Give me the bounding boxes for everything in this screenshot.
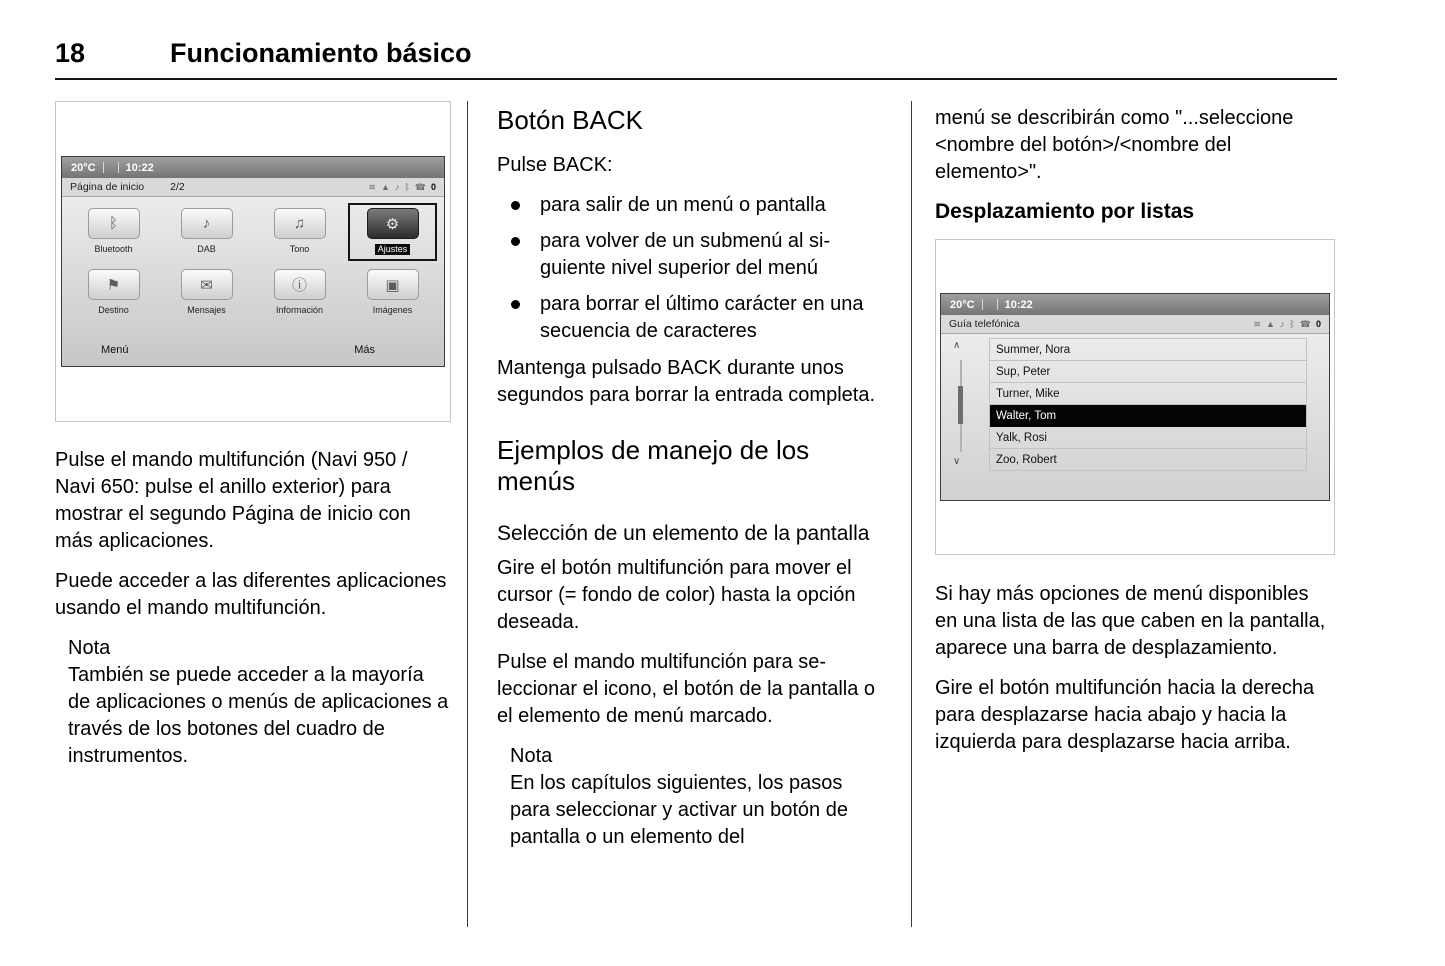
note-title: Nota xyxy=(510,745,553,767)
destination-icon: ⚑ xyxy=(88,269,140,300)
dab-icon: ♪ xyxy=(181,208,233,239)
info-icon: ⓘ xyxy=(274,269,326,300)
paragraph: Puede acceder a las diferentes aplicaciones usando el mando multifunción. xyxy=(55,570,447,619)
settings-icon: ⚙ xyxy=(367,208,419,239)
note-body: También se puede acceder a la mayoría de aplicaciones o menús de aplicaciones a través de los botones del cuadro de instrumentos. xyxy=(68,664,449,767)
app-label: Imágenes xyxy=(372,305,413,315)
subsection-heading-list-scrolling: Desplazamiento por listas xyxy=(935,200,1195,223)
count-badge: 0 xyxy=(430,182,436,192)
app-grid xyxy=(71,205,435,320)
app-tile-mensajes xyxy=(164,266,249,320)
mute-icon: ♪ xyxy=(1279,319,1285,329)
home-screen-figure xyxy=(55,101,451,422)
divider-tick xyxy=(118,162,119,173)
app-label: DAB xyxy=(197,244,216,254)
screen-title: Página de inicio xyxy=(70,181,145,193)
bullet-list xyxy=(497,192,887,345)
screen-title: Guía telefónica xyxy=(949,318,1020,330)
softkey-bar xyxy=(71,340,435,366)
tone-icon: ♫ xyxy=(274,208,326,239)
temperature: 20°C xyxy=(71,161,96,174)
app-tile-imagenes xyxy=(350,266,435,320)
app-label: Tono xyxy=(289,244,310,254)
list-item: Sup, Peter xyxy=(990,361,1306,383)
status-icons xyxy=(1253,319,1321,330)
wifi-icon: ≋ xyxy=(1253,318,1261,329)
list-item: Zoo, Robert xyxy=(990,449,1306,471)
subsection-heading-selection: Selección de un elemento de la pantalla xyxy=(497,522,870,545)
traffic-icon: ▲ xyxy=(1265,319,1275,329)
wifi-icon: ≋ xyxy=(368,181,376,192)
note-block xyxy=(68,635,451,770)
app-tile-dab xyxy=(164,205,249,259)
paragraph: Si hay más opciones de menú disponibles en una lista de las que caben en la pantalla, aparece una barra de desplazamiento. xyxy=(935,583,1326,659)
note-body: En los capítulos siguientes, los pasos para seleccionar y activar un botón de pantalla o un elemento del xyxy=(510,772,848,848)
clock: 10:22 xyxy=(125,161,154,174)
section-heading-menu-examples: Ejemplos de manejo de los menús xyxy=(497,435,810,496)
bluetooth-status-icon: ᛒ xyxy=(1289,319,1295,329)
list-item: Summer, Nora xyxy=(990,339,1306,361)
phonebook-screen-image xyxy=(940,293,1330,501)
app-tile-destino xyxy=(71,266,156,320)
column-1 xyxy=(55,101,467,783)
paragraph: menú se describirán como "...seleccione <nombre del botón>/<nombre del elemento>". xyxy=(935,107,1294,183)
content-columns xyxy=(55,101,1445,927)
status-icons xyxy=(368,182,436,193)
scroll-down-icon: ∨ xyxy=(953,456,961,467)
paragraph: Gire el botón multifunción para mover el cursor (= fondo de color) hasta la opción deseada. xyxy=(497,557,856,633)
scroll-up-icon: ∧ xyxy=(953,340,961,351)
mute-icon: ♪ xyxy=(394,182,400,192)
screen-title-bar xyxy=(941,315,1329,334)
page-indicator: 2/2 xyxy=(170,181,185,193)
list-item: Turner, Mike xyxy=(990,383,1306,405)
phonebook-figure xyxy=(935,239,1335,555)
column-3 xyxy=(912,101,1336,769)
header-rule xyxy=(55,78,1337,80)
phone-icon: ☎ xyxy=(1299,318,1311,329)
divider-tick xyxy=(103,162,104,173)
app-label: Información xyxy=(275,305,324,315)
clock: 10:22 xyxy=(1004,298,1033,311)
images-icon: ▣ xyxy=(367,269,419,300)
app-label: Ajustes xyxy=(375,244,411,255)
app-tile-ajustes-selected xyxy=(350,205,435,259)
home-screen-image xyxy=(61,156,445,367)
divider-tick xyxy=(982,299,983,310)
app-label: Destino xyxy=(98,305,129,315)
app-tile-informacion xyxy=(257,266,342,320)
contact-list xyxy=(989,338,1307,471)
screen-title-bar xyxy=(62,178,444,197)
paragraph: Gire el botón multifunción hacia la derecha para desplazarse hacia abajo y hacia la izquierda para desplazarse hacia arriba. xyxy=(935,677,1315,753)
list-item-selected: Walter, Tom xyxy=(990,405,1306,427)
column-2 xyxy=(468,101,911,864)
scrollbar xyxy=(941,338,989,500)
paragraph: Pulse BACK: xyxy=(497,154,613,176)
softkey-menu: Menú xyxy=(101,344,129,356)
bullet-item: para salir de un menú o pantalla xyxy=(497,192,887,219)
status-bar xyxy=(62,157,444,178)
temperature: 20°C xyxy=(950,298,975,311)
traffic-icon: ▲ xyxy=(380,182,390,192)
bluetooth-status-icon: ᛒ xyxy=(404,182,410,192)
paragraph: Pulse el mando multifunción (Navi 950 / Navi 650: pulse el anillo exterior) para mostrar el segundo Página de inicio con más aplicaciones. xyxy=(55,449,411,552)
app-label: Mensajes xyxy=(187,305,226,315)
note-block xyxy=(510,743,887,851)
bullet-item: para borrar el último carácter en una secuencia de caracteres xyxy=(497,291,887,345)
chapter-title: Funcionamiento básico xyxy=(170,38,472,68)
phone-icon: ☎ xyxy=(414,181,426,192)
divider-tick xyxy=(997,299,998,310)
scrollbar-thumb xyxy=(958,386,963,424)
running-header xyxy=(0,0,1445,69)
bluetooth-icon: ᛒ xyxy=(88,208,140,239)
note-title: Nota xyxy=(68,637,111,659)
app-tile-tono xyxy=(257,205,342,259)
bullet-item: para volver de un submenú al siguiente nivel superior del menú xyxy=(497,228,887,282)
status-bar xyxy=(941,294,1329,315)
section-heading-back-button: Botón BACK xyxy=(497,105,643,135)
home-screen-body xyxy=(62,197,444,366)
phonebook-list-area xyxy=(941,334,1329,500)
app-label: Bluetooth xyxy=(94,244,133,254)
paragraph: Pulse el mando multifunción para seleccionar el icono, el botón de la pantalla o el elemento de menú marcado. xyxy=(497,651,876,727)
count-badge: 0 xyxy=(1315,319,1321,329)
messages-icon: ✉ xyxy=(181,269,233,300)
app-tile-bluetooth xyxy=(71,205,156,259)
softkey-more: Más xyxy=(354,344,375,356)
page-number: 18 xyxy=(55,38,86,68)
paragraph: Mantenga pulsado BACK durante unos segundos para borrar la entrada completa. xyxy=(497,357,876,406)
list-item: Yalk, Rosi xyxy=(990,427,1306,449)
